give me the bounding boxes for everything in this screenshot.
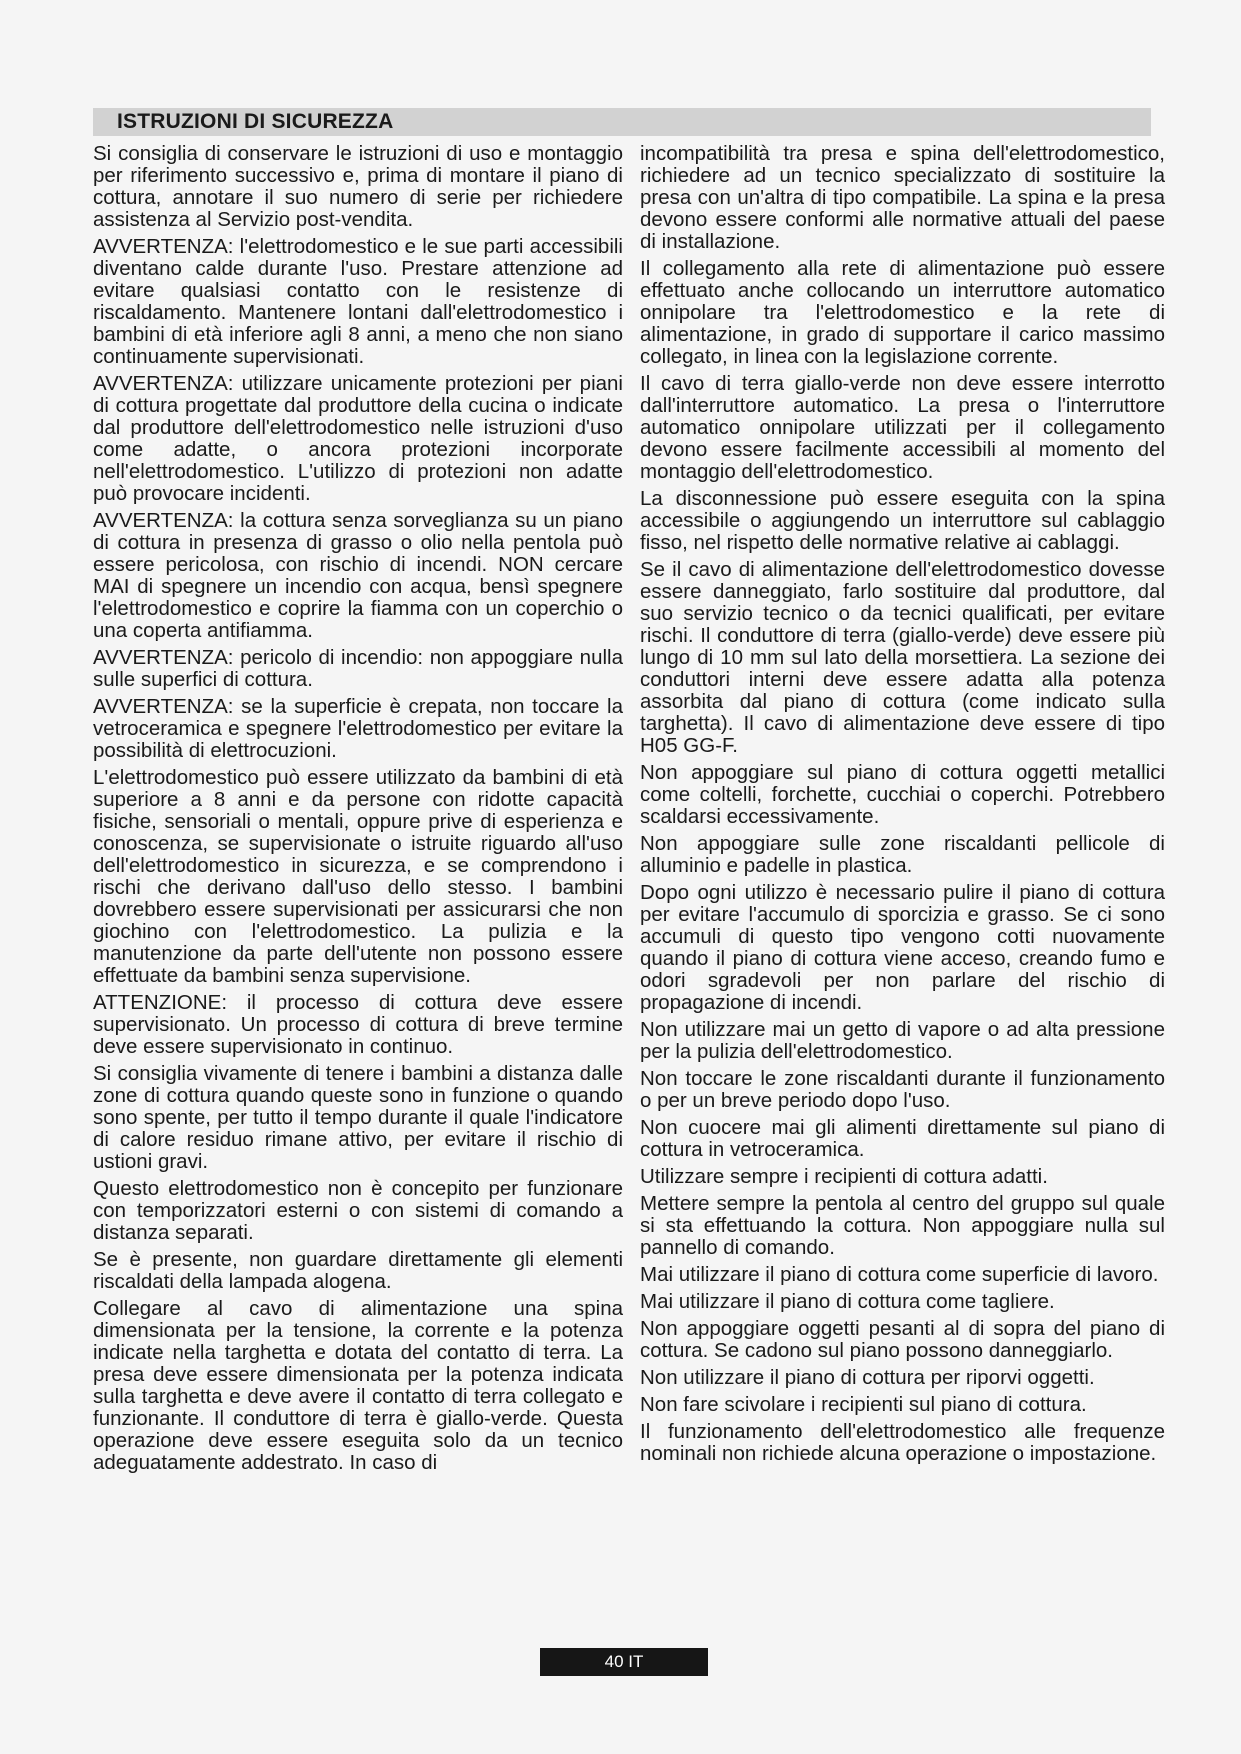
paragraph: Il cavo di terra giallo-verde non deve essere interrotto dall'interruttore automatico. La presa o l'interruttore automatico onnipolare utilizzati per il collegamento devono essere facilmente accessibili al momento del montaggio dell'elettrodomestico. [640,372,1165,483]
paragraph: Collegare al cavo di alimentazione una spina dimensionata per la tensione, la corrente e la potenza indicate nella targhetta e dotata del contatto di terra. La presa deve essere dimensionata per la potenza indicata sulla targhetta e deve avere il contatto di terra collegato e funzionante. Il conduttore di terra è giallo-verde. Questa operazione deve essere eseguita solo da un tecnico adeguatamente addestrato. In caso di [93,1297,623,1474]
paragraph: AVVERTENZA: pericolo di incendio: non appoggiare nulla sulle superfici di cottura. [93,646,623,691]
paragraph: Non appoggiare sulle zone riscaldanti pellicole di alluminio e padelle in plastica. [640,832,1165,877]
paragraph: Non appoggiare oggetti pesanti al di sopra del piano di cottura. Se cadono sul piano possono danneggiarlo. [640,1317,1165,1362]
paragraph: Mai utilizzare il piano di cottura come superficie di lavoro. [640,1263,1159,1286]
right-column [640,143,1165,1470]
paragraph: Non fare scivolare i recipienti sul piano di cottura. [640,1393,1087,1416]
paragraph: AVVERTENZA: la cottura senza sorveglianza su un piano di cottura in presenza di grasso o olio nella pentola può essere pericolosa, con rischio di incendi. NON cercare MAI di spegnere un incendio con acqua, bensì spegnere l'elettrodomestico e coprire la fiamma con un coperchio o una coperta antifiamma. [93,509,623,642]
paragraph: Non toccare le zone riscaldanti durante il funzionamento o per un breve periodo dopo l'uso. [640,1067,1165,1112]
paragraph: Mettere sempre la pentola al centro del gruppo sul quale si sta effettuando la cottura. Non appoggiare nulla sul pannello di comando. [640,1192,1165,1259]
paragraph: Il funzionamento dell'elettrodomestico alle frequenze nominali non richiede alcuna operazione o impostazione. [640,1420,1165,1465]
paragraph: Mai utilizzare il piano di cottura come tagliere. [640,1290,1055,1313]
section-title: ISTRUZIONI DI SICUREZZA [117,110,394,133]
paragraph: AVVERTENZA: l'elettrodomestico e le sue parti accessibili diventano calde durante l'uso. Prestare attenzione ad evitare qualsiasi contatto con le resistenze di riscaldamento. Mantenere lontani dall'elettrodomestico i bambini di età inferiore agli 8 anni, a meno che non siano continuamente supervisionati. [93,235,623,368]
page-number: 40 IT [540,1648,708,1676]
paragraph: Non utilizzare mai un getto di vapore o ad alta pressione per la pulizia dell'elettrodomestico. [640,1018,1165,1063]
paragraph: Se è presente, non guardare direttamente gli elementi riscaldati della lampada alogena. [93,1248,623,1293]
paragraph: Non cuocere mai gli alimenti direttamente sul piano di cottura in vetroceramica. [640,1116,1165,1161]
paragraph: La disconnessione può essere eseguita con la spina accessibile o aggiungendo un interruttore sul cablaggio fisso, nel rispetto delle normative relative ai cablaggi. [640,487,1165,554]
paragraph: Non utilizzare il piano di cottura per riporvi oggetti. [640,1366,1095,1389]
paragraph: L'elettrodomestico può essere utilizzato da bambini di età superiore a 8 anni e da persone con ridotte capacità fisiche, sensoriali o mentali, oppure prive di esperienza e conoscenza, se supervisionate o istruite riguardo all'uso dell'elettrodomestico in sicurezza, e se comprendono i rischi che derivano dall'uso dello stesso. I bambini dovrebbero essere supervisionati per assicurarsi che non giochino con l'elettrodomestico. La pulizia e la manutenzione da parte dell'utente non possono essere effettuate da bambini senza supervisione. [93,766,623,987]
left-column [93,143,623,1479]
section-header [93,108,1151,136]
paragraph: ATTENZIONE: il processo di cottura deve essere supervisionato. Un processo di cottura di breve termine deve essere supervisionato in continuo. [93,991,623,1058]
paragraph: Il collegamento alla rete di alimentazione può essere effettuato anche collocando un interruttore automatico onnipolare tra l'elettrodomestico e la rete di alimentazione, in grado di supportare il carico massimo collegato, in linea con la legislazione corrente. [640,257,1165,368]
paragraph: AVVERTENZA: se la superficie è crepata, non toccare la vetroceramica e spegnere l'elettrodomestico per evitare la possibilità di elettrocuzioni. [93,695,623,762]
paragraph: Se il cavo di alimentazione dell'elettrodomestico dovesse essere danneggiato, farlo sostituire dal produttore, dal suo servizio tecnico o da tecnici qualificati, per evitare rischi. Il conduttore di terra (giallo-verde) deve essere più lungo di 10 mm sul lato della morsettiera. La sezione dei conduttori interni deve essere adatta alla potenza assorbita dal piano di cottura (come indicato sulla targhetta). Il cavo di alimentazione deve essere di tipo H05 GG-F. [640,558,1165,757]
paragraph: Utilizzare sempre i recipienti di cottura adatti. [640,1165,1048,1188]
paragraph: Non appoggiare sul piano di cottura oggetti metallici come coltelli, forchette, cucchiai o coperchi. Potrebbero scaldarsi eccessivamente. [640,761,1165,828]
paragraph: Dopo ogni utilizzo è necessario pulire il piano di cottura per evitare l'accumulo di sporcizia e grasso. Se ci sono accumuli di questo tipo vengono cotti nuovamente quando il piano di cottura viene acceso, creando fumo e odori sgradevoli per non parlare del rischio di propagazione di incendi. [640,881,1165,1014]
paragraph: Questo elettrodomestico non è concepito per funzionare con temporizzatori esterni o con sistemi di comando a distanza separati. [93,1177,623,1244]
paragraph: Si consiglia vivamente di tenere i bambini a distanza dalle zone di cottura quando queste sono in funzione o quando sono spente, per tutto il tempo durante il quale l'indicatore di calore residuo rimane attivo, per evitare il rischio di ustioni gravi. [93,1062,623,1173]
paragraph: Si consiglia di conservare le istruzioni di uso e montaggio per riferimento successivo e, prima di montare il piano di cottura, annotare il suo numero di serie per richiedere assistenza al Servizio post-vendita. [93,142,623,231]
paragraph: incompatibilità tra presa e spina dell'elettrodomestico, richiedere ad un tecnico specializzato di sostituire la presa con un'altra di tipo compatibile. La spina e la presa devono essere conformi alle normative attuali del paese di installazione. [640,142,1165,253]
paragraph: AVVERTENZA: utilizzare unicamente protezioni per piani di cottura progettate dal produttore della cucina o indicate dal produttore dell'elettrodomestico nelle istruzioni d'uso come adatte, o ancora protezioni incorporate nell'elettrodomestico. L'utilizzo di protezioni non adatte può provocare incidenti. [93,372,623,505]
